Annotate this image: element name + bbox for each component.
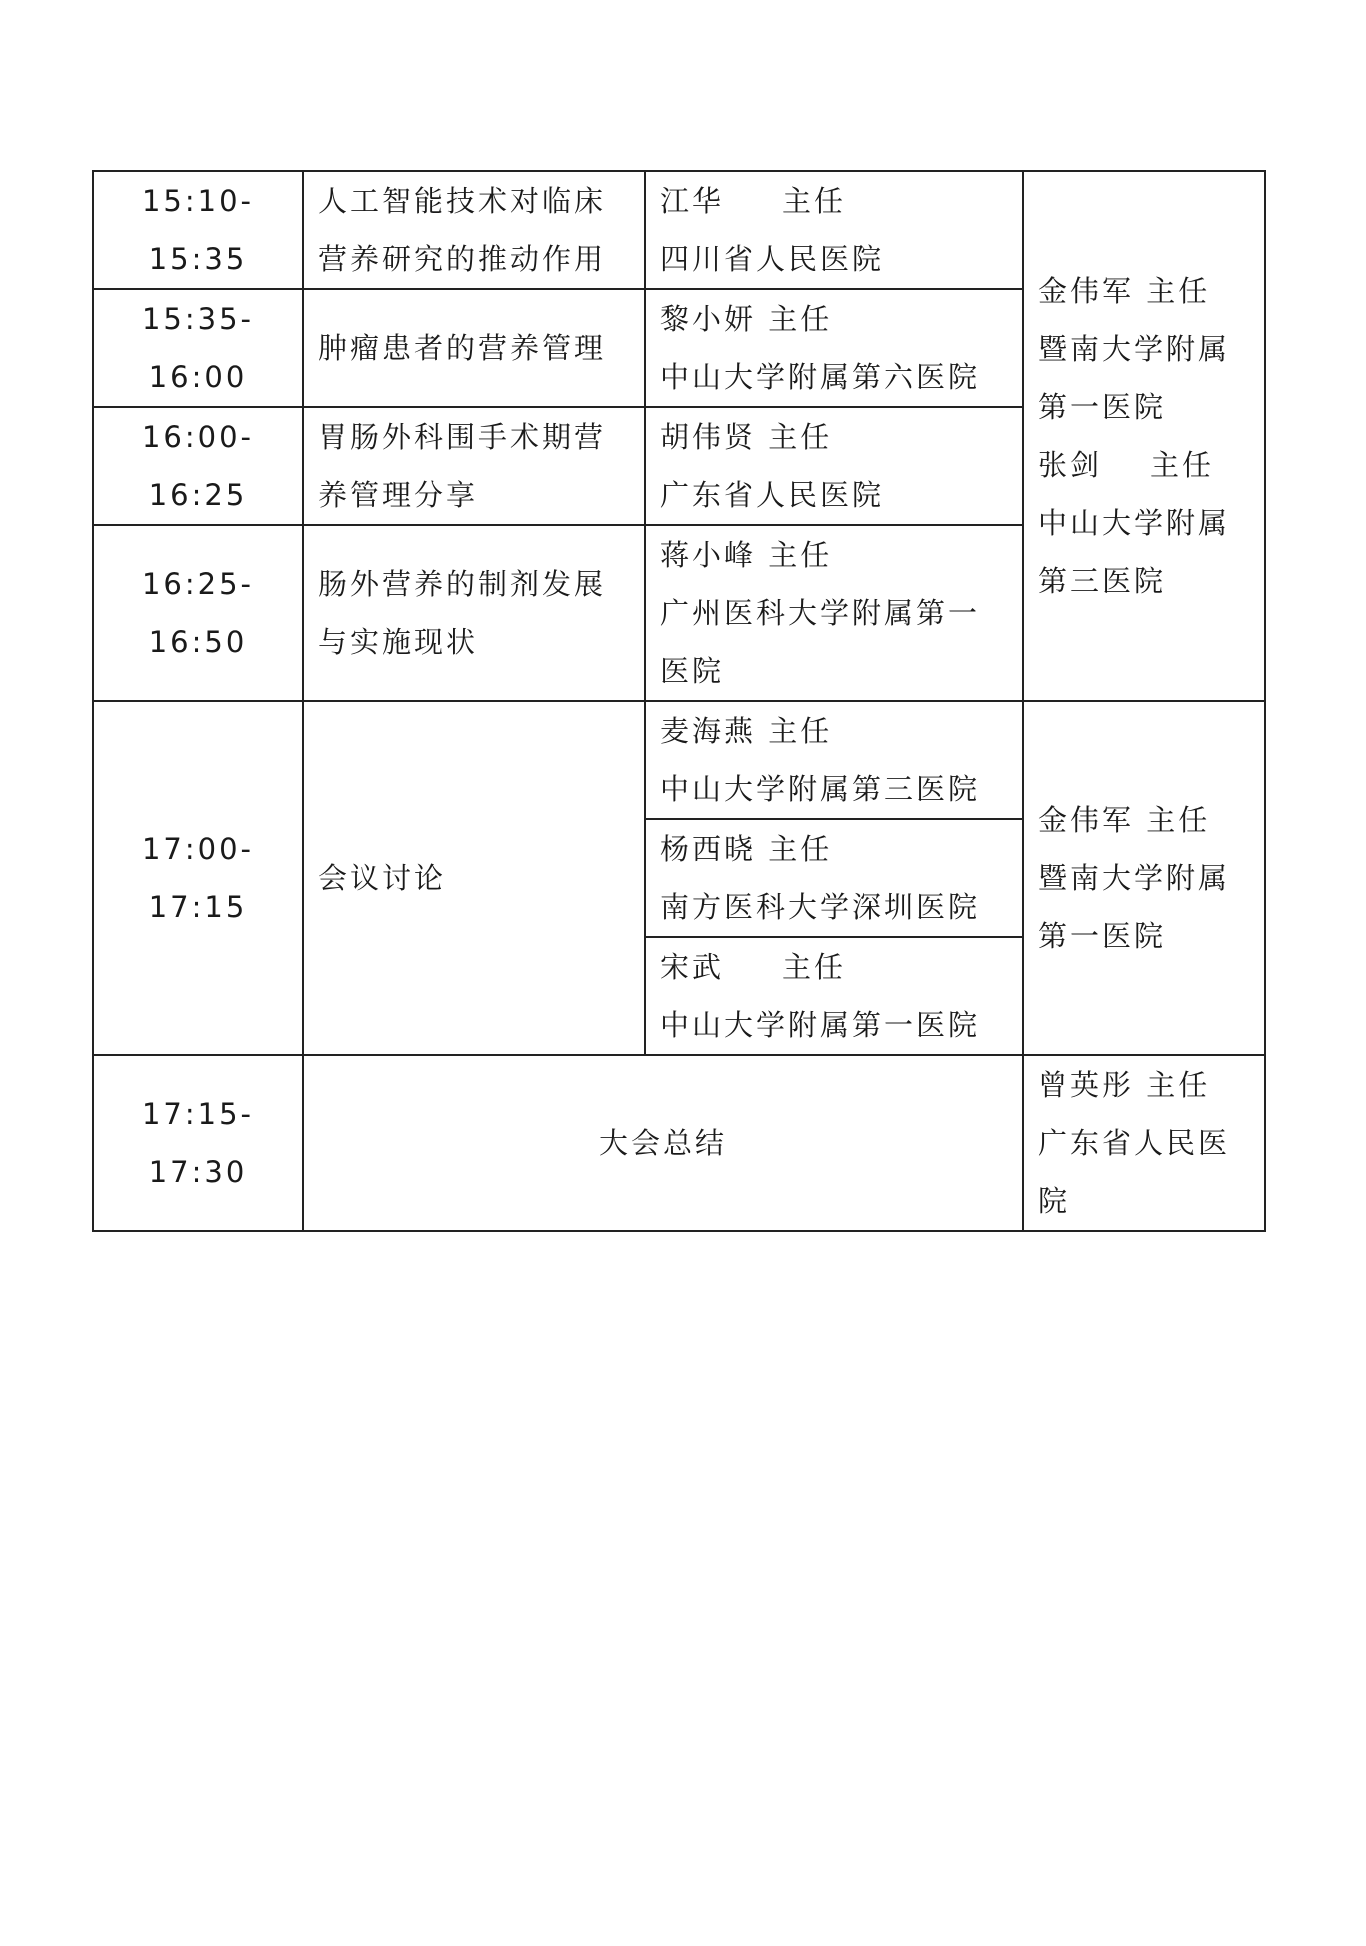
speaker-title: 主任 [782,184,847,218]
speaker-cell: 黎小妍 主任 中山大学附属第六医院 [645,289,1023,407]
time-cell: 16:00-16:25 [93,407,303,525]
time-cell: 17:15-17:30 [93,1055,303,1231]
table-row [93,701,1265,819]
table-row [93,1055,1265,1231]
table-row [93,171,1265,289]
chair-cell: 金伟军 主任 暨南大学附属 第一医院 张剑 主任 中山大学附属 第三医院 [1023,171,1265,701]
time-cell: 15:35-16:00 [93,289,303,407]
speaker-cell: 蒋小峰 主任 广州医科大学附属第一 医院 [645,525,1023,701]
topic-cell: 肿瘤患者的营养管理 [303,289,645,407]
chair-cell: 金伟军 主任 暨南大学附属 第一医院 [1023,701,1265,1055]
panelist-cell: 宋武 主任 中山大学附属第一医院 [645,937,1023,1055]
time-cell: 17:00-17:15 [93,701,303,1055]
topic-cell: 胃肠外科围手术期营 养管理分享 [303,407,645,525]
panelist-cell: 麦海燕 主任 中山大学附属第三医院 [645,701,1023,819]
chair-cell: 曾英彤 主任 广东省人民医 院 [1023,1055,1265,1231]
speaker-cell: 胡伟贤 主任 广东省人民医院 [645,407,1023,525]
time-cell: 16:25-16:50 [93,525,303,701]
summary-cell: 大会总结 [303,1055,1023,1231]
time-cell: 15:10-15:35 [93,171,303,289]
topic-cell: 人工智能技术对临床 营养研究的推动作用 [303,171,645,289]
topic-cell: 肠外营养的制剂发展 与实施现状 [303,525,645,701]
speaker-cell [645,171,1023,289]
speaker-name: 江华 [660,184,725,218]
speaker-institution: 四川省人民医院 [660,242,885,276]
panelist-cell: 杨西晓 主任 南方医科大学深圳医院 [645,819,1023,937]
topic-cell: 会议讨论 [303,701,645,1055]
schedule-table [92,170,1266,1232]
